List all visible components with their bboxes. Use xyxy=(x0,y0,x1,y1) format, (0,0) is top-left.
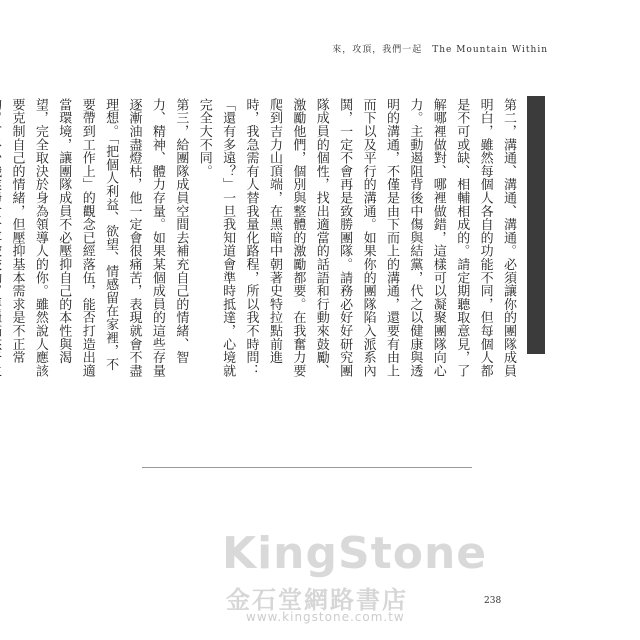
paragraph-2: 第三，給團隊成員空間去補充自己的情緒、智力、精神、體力存量。如果某個成員的這些存量逐漸油盡燈枯，他一定會很痛苦，表現就會不盡理想。「把個人利益、欲望、情感留在家裡，不要帶到工作上」的觀念已經落伍，能否打造出適當環境，讓團隊成員不必壓抑自己的本性與渴望，完全取決於身為領導人的你。雖然說人應該要克制自己的情緒，但壓抑基本需求是不正常 xyxy=(9,98,189,378)
page-divider xyxy=(142,467,472,468)
watermark-chinese: 金石堂網路書店 xyxy=(226,586,408,614)
running-header: 來，攻頂，我們一起 The Mountain Within xyxy=(332,45,548,55)
watermark-logo: KingStone xyxy=(222,528,488,579)
watermark-url: www.kingstone.com.tw xyxy=(246,610,405,624)
chapter-tab-bar xyxy=(527,96,545,354)
page-number: 238 xyxy=(484,596,502,606)
body-text xyxy=(9,98,520,384)
paragraph-1: 第二，溝通、溝通、溝通。必須讓你的團隊成員明白，雖然每個人各自的功能不同，但每個人都是不可或缺、相輔相成的。請定期聽取意見，了解哪裡做對、哪裡做錯，這樣可以凝聚團隊向心力。主動遏阻背後中傷與結黨，代之以健康與透明的溝通，不僅是由下而上的溝通，還要有由上而下以及平行的溝通。如果你的團隊陷入派系內鬨，一定不會再是致勝團隊。請務必好好研究團隊成員的個性，找出適當的話語和行動來鼓勵、激勵他們，個別與整體的激勵都要。在我奮力要爬到吉力山頂端，在黑暗中朝著史特拉點前進時，我急需有人替我量化路程，所以我不時問：「還有多遠？」一旦我知道會準時抵達，心境就完全大不同。 xyxy=(196,98,516,378)
